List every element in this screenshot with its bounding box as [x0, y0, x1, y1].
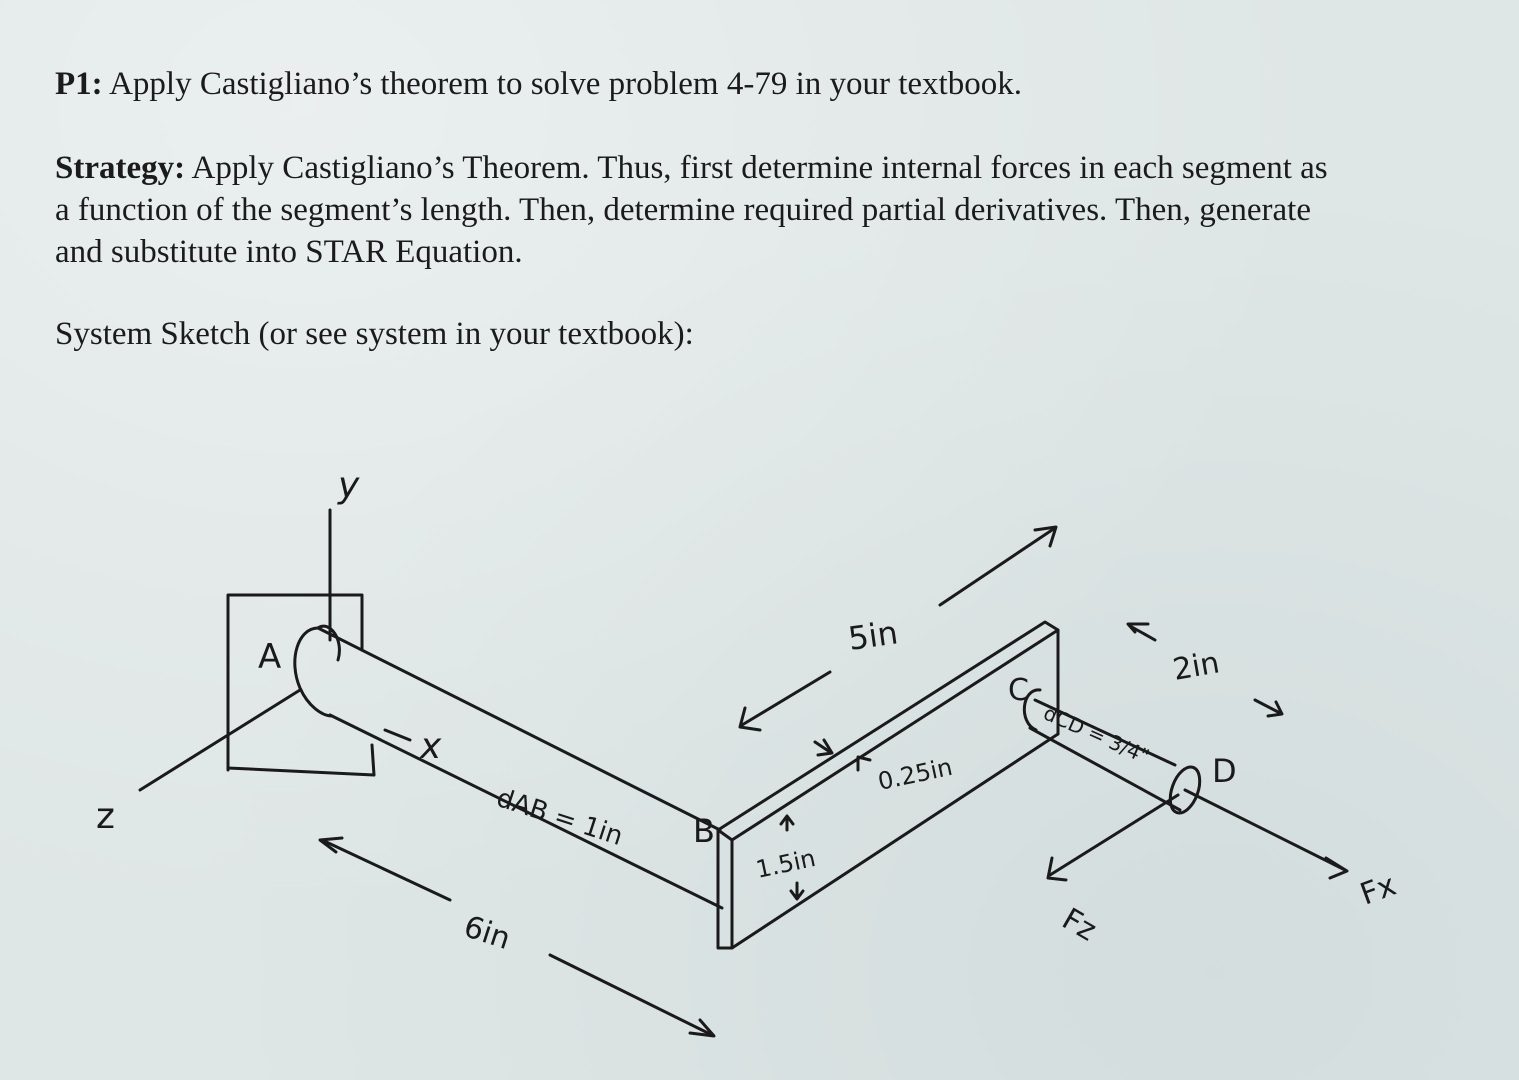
- force-fz: [1048, 795, 1178, 880]
- dim-0-25in-right-arrowhead: [858, 757, 870, 770]
- force-fx-line: [1185, 790, 1345, 870]
- strategy-line-3: and substitute into STAR Equation.: [55, 234, 523, 270]
- dim-6in-line-left: [322, 840, 450, 900]
- sketch-labels: [96, 465, 1401, 957]
- label-d: D: [1212, 752, 1237, 790]
- rod-ab-end-face: [295, 628, 332, 716]
- dim-6in: [320, 838, 714, 1036]
- x-axis-line: [385, 730, 410, 740]
- strategy-line-2: a function of the segment’s length. Then, determine required partial derivatives. Then, generate: [55, 192, 1311, 228]
- dim-5in-line-right: [940, 528, 1055, 605]
- strategy-label: Strategy:: [55, 150, 186, 186]
- label-x: x: [420, 726, 442, 767]
- wall-base: [228, 745, 374, 775]
- coordinate-axes: [140, 510, 330, 790]
- rod-ab: [295, 626, 722, 908]
- wall-support: [228, 595, 374, 775]
- plate-bc-top-face: [718, 630, 1058, 840]
- z-axis-line: [140, 690, 300, 790]
- label-dab: dAB = 1in: [492, 783, 627, 853]
- plate-bc-top-edge: [718, 622, 1058, 830]
- label-b: B: [693, 812, 715, 850]
- dim-5in-line-left: [742, 672, 830, 725]
- label-0-25in: 0.25in: [875, 752, 955, 796]
- label-c: C: [1008, 673, 1029, 708]
- dim-6in-arrow-right: [690, 1020, 714, 1036]
- force-fx-arrowhead: [1326, 858, 1347, 878]
- label-dcd: dCD = 3/4": [1039, 700, 1153, 769]
- label-y: y: [338, 465, 360, 506]
- dim-6in-line-right: [550, 955, 712, 1035]
- label-1-5in: 1.5in: [753, 843, 818, 884]
- force-fx: [1185, 790, 1347, 878]
- wall-outline: [228, 595, 362, 770]
- problem-text: Apply Castigliano’s theorem to solve problem 4-79 in your textbook.: [102, 66, 1022, 102]
- force-fz-line: [1050, 795, 1178, 875]
- sketch-heading: System Sketch (or see system in your textbook):: [55, 316, 694, 352]
- label-6in: 6in: [459, 909, 515, 957]
- label-5in: 5in: [845, 613, 901, 658]
- label-a: A: [258, 637, 282, 677]
- label-2in: 2in: [1170, 645, 1223, 688]
- label-z: z: [96, 796, 115, 837]
- label-fz: Fz: [1056, 901, 1103, 949]
- label-fx: Fx: [1355, 867, 1401, 913]
- dim-2in-line-left: [1130, 626, 1155, 640]
- problem-label: P1:: [55, 66, 103, 102]
- strategy-text-1: Apply Castigliano’s Theorem. Thus, first determine internal forces in each segment as: [185, 150, 1328, 186]
